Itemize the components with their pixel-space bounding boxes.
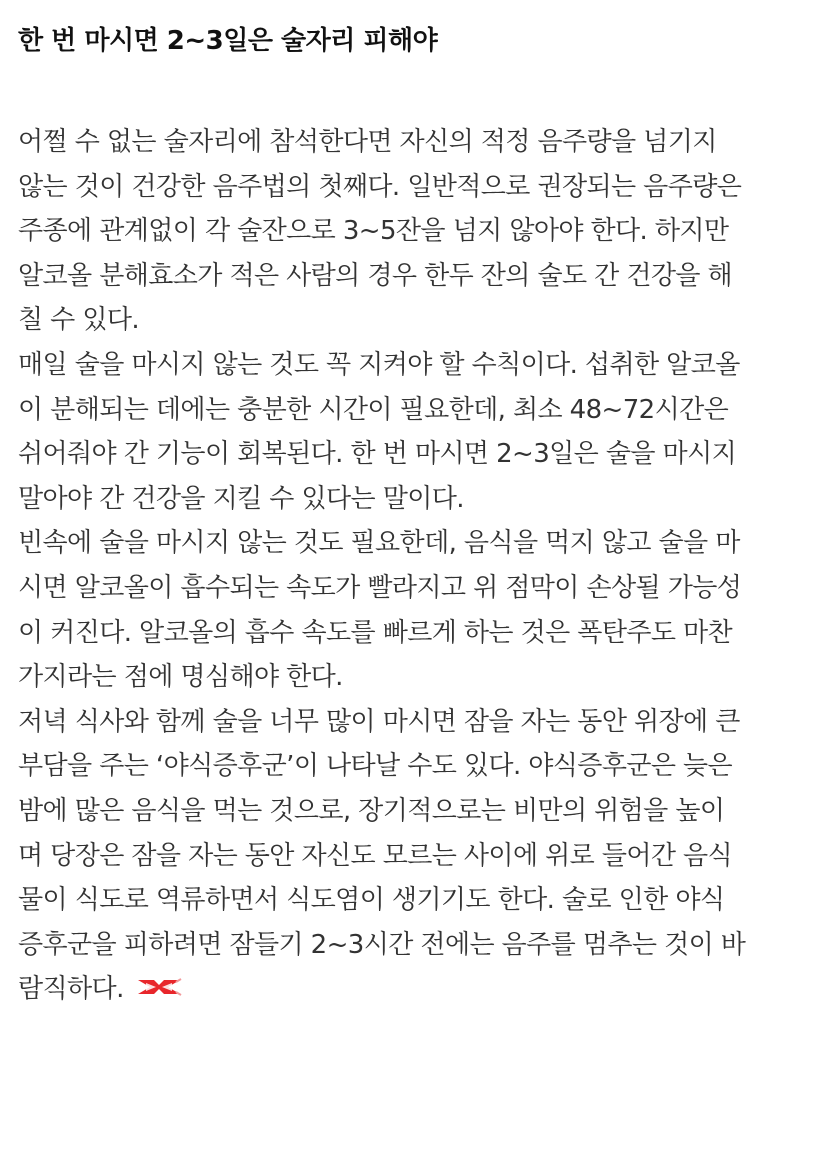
article-line: 증후군을 피하려면 잠들기 2~3시간 전에는 음주를 멈추는 것이 바 bbox=[18, 929, 746, 960]
article-title: 한 번 마시면 2~3일은 술자리 피해야 bbox=[18, 26, 438, 56]
article-line: 매일 술을 마시지 않는 것도 꼭 지켜야 할 수칙이다. 섭취한 알코올 bbox=[18, 349, 740, 380]
article-line: 알코올 분해효소가 적은 사람의 경우 한두 잔의 술도 간 건강을 해 bbox=[18, 260, 733, 291]
article-line: 않는 것이 건강한 음주법의 첫째다. 일반적으로 권장되는 음주량은 bbox=[18, 171, 742, 202]
article-line: 주종에 관계없이 각 술잔으로 3~5잔을 넘지 않아야 한다. 하지만 bbox=[18, 216, 729, 247]
article-line: 빈속에 술을 마시지 않는 것도 필요한데, 음식을 먹지 않고 술을 마 bbox=[18, 528, 740, 559]
article-line: 밤에 많은 음식을 먹는 것으로, 장기적으로는 비만의 위험을 높이 bbox=[18, 795, 725, 826]
article-line: 가지라는 점에 명심해야 한다. bbox=[18, 662, 343, 693]
article-line: 칠 수 있다. bbox=[18, 305, 140, 336]
red-x-emoticon-icon bbox=[136, 976, 182, 998]
article-line: 며 당장은 잠을 자는 동안 자신도 모르는 사이에 위로 들어간 음식 bbox=[18, 840, 733, 871]
article-line: 물이 식도로 역류하면서 식도염이 생기기도 한다. 술로 인한 야식 bbox=[18, 885, 725, 916]
article-line: 부담을 주는 ‘야식증후군’이 나타날 수도 있다. 야식증후군은 늦은 bbox=[18, 751, 733, 782]
article-line: 어쩔 수 없는 술자리에 참석한다면 자신의 적정 음주량을 넘기지 bbox=[18, 127, 717, 157]
article-body bbox=[18, 120, 828, 1012]
article-line-text: 람직하다. bbox=[18, 974, 124, 1005]
article-line: 쉬어줘야 간 기능이 회복된다. 한 번 마시면 2~3일은 술을 마시지 bbox=[18, 439, 737, 470]
article-last-line bbox=[18, 967, 828, 1012]
article-line: 이 커진다. 알코올의 흡수 속도를 빠르게 하는 것은 폭탄주도 마찬 bbox=[18, 617, 733, 648]
article-line: 이 분해되는 데에는 충분한 시간이 필요한데, 최소 48~72시간은 bbox=[18, 394, 729, 425]
article-line: 말아야 간 건강을 지킬 수 있다는 말이다. bbox=[18, 483, 464, 514]
article-line: 시면 알코올이 흡수되는 속도가 빨라지고 위 점막이 손상될 가능성 bbox=[18, 572, 742, 603]
article-line: 저녁 식사와 함께 술을 너무 많이 마시면 잠을 자는 동안 위장에 큰 bbox=[18, 706, 740, 737]
